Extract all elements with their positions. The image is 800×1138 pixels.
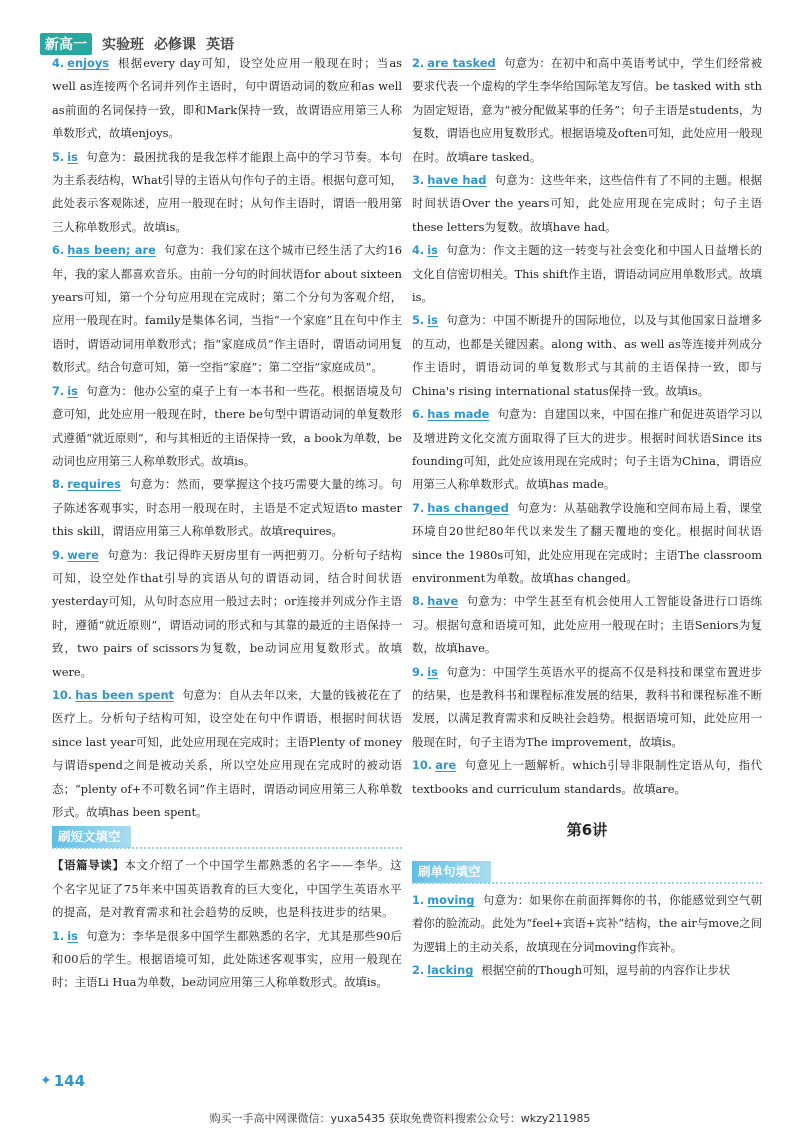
entry-answer: is xyxy=(427,664,438,679)
answer-list xyxy=(52,925,402,995)
answer-entry xyxy=(52,544,402,684)
entry-number: 10. xyxy=(52,687,73,702)
answer-list xyxy=(412,52,762,801)
entry-explanation: 句意为：中国不断提升的国际地位，以及与其他国家日益增多的互动，也都是关键因素。along with、as well as等连接并列成分作主语时，谓语动词的单复数形式与其前的主语保持一致，即与China's rising international status保持一致。故填is。 xyxy=(412,313,762,398)
entry-explanation: 句意为：我们家在这个城市已经生活了大约16年，我的家人都喜欢音乐。由前一分句的时间状语for about sixteen years可知，第一个分句应用现在完成时；第二个分句为客观介绍，应用一般现在时。family是集体名词，当指“一个家庭”且在句中作主语时，谓语动词用单数形式；指“家庭成员”作主语时，谓语动词用复数形式。结合句意可知，第一空指“家庭”；第二空指“家庭成员”。 xyxy=(52,243,403,375)
answer-entry xyxy=(412,239,762,309)
entry-number: 7. xyxy=(412,500,425,515)
left-column xyxy=(52,52,402,995)
entry-answer: are xyxy=(435,758,457,773)
answer-entry xyxy=(52,52,402,146)
entry-explanation: 句意为：中国学生英语水平的提高不仅是科技和课堂布置进步的结果，也是教科书和课程标准发展的结果，教科书和课程标准不断发展，以满足教育需求和反映社会趋势。根据语境可知，此处应用一般现在时，句子主语为The improvement，故填is。 xyxy=(412,664,762,749)
section-header xyxy=(412,861,762,885)
header-part: 实验班 xyxy=(102,37,144,53)
entry-answer: moving xyxy=(427,893,475,907)
entry-number: 7. xyxy=(52,383,65,398)
entry-explanation: 句意为：自从去年以来，大量的钱被花在了医疗上。分析句子结构可知，设空处在句中作谓语，根据时间状语since last year可知，此处应用现在完成时；主语Plenty of money与谓语spend之间是被动关系，所以空处应用现在完成时的被动语态；“plenty of+不可数名词”作主语时，谓语动词应用第三人称单数形式。故填has been spent。 xyxy=(52,687,402,819)
page-number-text: 144 xyxy=(53,1072,86,1090)
answer-entry xyxy=(52,380,402,474)
entry-number: 10. xyxy=(412,758,433,773)
entry-number: 1. xyxy=(412,893,425,907)
entry-explanation: 句意为：然而，要掌握这个技巧需要大量的练习。句子陈述客观事实，时态用一般现在时，主语是不定式短语to master this skill，谓语应用第三人称单数形式。故填requires。 xyxy=(52,477,402,539)
answer-entry xyxy=(412,889,762,959)
entry-explanation: 句意为：自建国以来，中国在推广和促进英语学习以及增进跨文化交流方面取得了巨大的进步。根据时间状语Since its founding可知，此处应该用现在完成时；句子主语为China，谓语应用第三人称单数形式。故填has made。 xyxy=(412,407,762,492)
entry-answer: were xyxy=(67,547,99,562)
entry-explanation: 句意为：最困扰我的是我怎样才能跟上高中的学习节奏。本句为主系表结构，What引导的主语从句作句子的主语。根据句意可知，此处表示客观陈述，应用一般现在时；从句作主语时，谓语一般用第三人称单数形式。故填is。 xyxy=(52,149,402,234)
section-tag: 刷短文填空 xyxy=(52,826,131,848)
answer-entry xyxy=(412,309,762,403)
entry-answer: has been; are xyxy=(67,243,156,258)
entry-explanation: 句意见上一题解析。which引导非限制性定语从句，指代textbooks and curriculum standards。故填are。 xyxy=(412,758,762,796)
entry-answer: is xyxy=(427,313,438,328)
guide-label: 【语篇导读】 xyxy=(52,858,125,873)
answer-entry xyxy=(52,473,402,543)
answer-entry xyxy=(52,925,402,995)
answer-entry xyxy=(412,590,762,660)
entry-answer: requires xyxy=(67,477,121,492)
header-part: 必修课 xyxy=(154,37,196,53)
entry-answer: enjoys xyxy=(67,56,110,70)
grade-badge: 新高一 xyxy=(40,33,92,55)
entry-answer: has changed xyxy=(427,500,509,515)
answer-entry xyxy=(412,754,762,801)
entry-answer: lacking xyxy=(427,963,474,978)
answer-list xyxy=(412,889,762,983)
entry-answer: has been spent xyxy=(75,687,174,702)
reading-guide xyxy=(52,854,402,924)
entry-number: 6. xyxy=(52,243,65,258)
answer-list xyxy=(52,52,402,824)
answer-entry xyxy=(52,684,402,824)
entry-explanation: 句意为：这些年来，这些信件有了不同的主题。根据时间状语Over the years可知，此处应用现在完成时；句子主语these letters为复数。故填have had。 xyxy=(412,173,762,234)
entry-number: 2. xyxy=(412,963,425,978)
page-number xyxy=(40,1072,85,1090)
entry-number: 5. xyxy=(52,149,65,164)
guide-text: 本文介绍了一个中国学生都熟悉的名字——李华。这个名字见证了75年来中国英语教育的巨大变化，中国学生英语水平的提高，是对教育需求和社会趋势的反映，也是科技进步的结果。 xyxy=(52,858,403,920)
answer-entry xyxy=(52,239,402,379)
entry-number: 3. xyxy=(412,173,425,188)
section-divider xyxy=(52,847,402,849)
entry-explanation: 句意为：在初中和高中英语考试中，学生们经常被要求代表一个虚构的学生李华给国际笔友写信。be tasked with sth为固定短语，意为“被分配做某事的任务”；句子主语是students，为复数，谓语也应用复数形式。根据语境及often可知，此处应用一般现在时。故填are tasked。 xyxy=(412,56,762,164)
entry-answer: is xyxy=(67,928,78,943)
entry-number: 2. xyxy=(412,56,425,70)
section-divider xyxy=(412,882,762,884)
answer-entry xyxy=(412,661,762,755)
answer-entry xyxy=(412,497,762,591)
answer-entry xyxy=(412,169,762,239)
answer-entry xyxy=(412,52,762,169)
entry-explanation: 句意为：他办公室的桌子上有一本书和一些花。根据语境及句意可知，此处应用一般现在时，there be句型中谓语动词的单复数形式遵循“就近原则”，和与其相近的主语保持一致，a book为单数，be动词也应用第三人称单数形式。故填is。 xyxy=(52,383,402,468)
entry-explanation: 句意为：李华是很多中国学生都熟悉的名字，尤其是那些90后和00后的学生。根据语境可知，此处陈述客观事实，应用一般现在时；主语Li Hua为单数，be动词应用第三人称单数形式。故填is。 xyxy=(52,928,402,990)
answer-entry xyxy=(412,403,762,497)
section-tag: 刷单句填空 xyxy=(412,861,491,883)
entry-answer: have had xyxy=(427,173,487,188)
entry-number: 4. xyxy=(412,243,425,258)
section-header xyxy=(52,826,402,850)
entry-explanation: 句意为：从基础教学设施和空间布局上看，课堂环境自20世纪80年代以来发生了翻天覆地的变化。根据时间状语since the 1980s可知，此处应用现在完成时；主语The classroom environment为单数。故填has changed。 xyxy=(412,500,762,585)
entry-number: 8. xyxy=(52,477,65,492)
entry-number: 6. xyxy=(412,407,425,422)
entry-number: 4. xyxy=(52,56,65,70)
entry-number: 1. xyxy=(52,928,65,943)
entry-explanation: 句意为：作文主题的这一转变与社会变化和中国人日益增长的文化自信密切相关。This shift作主语，谓语动词应用单数形式。故填is。 xyxy=(412,243,762,305)
entry-explanation: 句意为：我记得昨天厨房里有一两把剪刀。分析句子结构可知，设空处作that引导的宾语从句的谓语动词，结合时间状语yesterday可知，从句时态应用一般过去时；or连接并列成分作主语时，遵循“就近原则”，谓语动词的形式和与其靠的最近的主语保持一致，two pairs of scissors为复数，be动词应用复数形式。故填were。 xyxy=(52,547,402,679)
lecture-title: 第6讲 xyxy=(566,821,608,839)
answer-entry xyxy=(412,959,762,982)
entry-number: 8. xyxy=(412,594,425,609)
entry-answer: is xyxy=(427,243,438,258)
entry-number: 9. xyxy=(412,664,425,679)
entry-answer: has made xyxy=(427,407,490,422)
entry-explanation: 句意为：如果你在前面挥舞你的书，你能感觉到空气朝着你的脸流动。此处为“feel+宾语+宾补”结构，the air与move之间为逻辑上的主动关系，故填现在分词moving作宾补。 xyxy=(412,893,762,954)
right-column xyxy=(412,52,762,983)
sparkle-icon: ✦ xyxy=(40,1073,52,1089)
footer-note: 购买一手高中网课微信：yuxa5435 获取免费资料搜索公众号：wkzy211985 xyxy=(209,1112,591,1125)
answer-entry xyxy=(52,146,402,240)
header-part: 英语 xyxy=(206,37,234,53)
entry-answer: have xyxy=(427,594,459,609)
entry-explanation: 根据空前的Though可知，逗号前的内容作让步状 xyxy=(481,963,731,978)
entry-number: 5. xyxy=(412,313,425,328)
entry-answer: is xyxy=(67,383,78,398)
entry-answer: are tasked xyxy=(427,56,496,70)
entry-explanation: 句意为：中学生甚至有机会使用人工智能设备进行口语练习。根据句意和语境可知，此处应用一般现在时；主语Seniors为复数，故填have。 xyxy=(412,594,762,656)
entry-number: 9. xyxy=(52,547,65,562)
entry-explanation: 根据every day可知，设空处应用一般现在时；当as well as连接两个名词并列作主语时，句中谓语动词的数应和as well as前面的名词保持一致，即和Mark保持一致，故谓语应用第三人称单数形式，故填enjoys。 xyxy=(52,56,402,141)
entry-answer: is xyxy=(67,149,78,164)
